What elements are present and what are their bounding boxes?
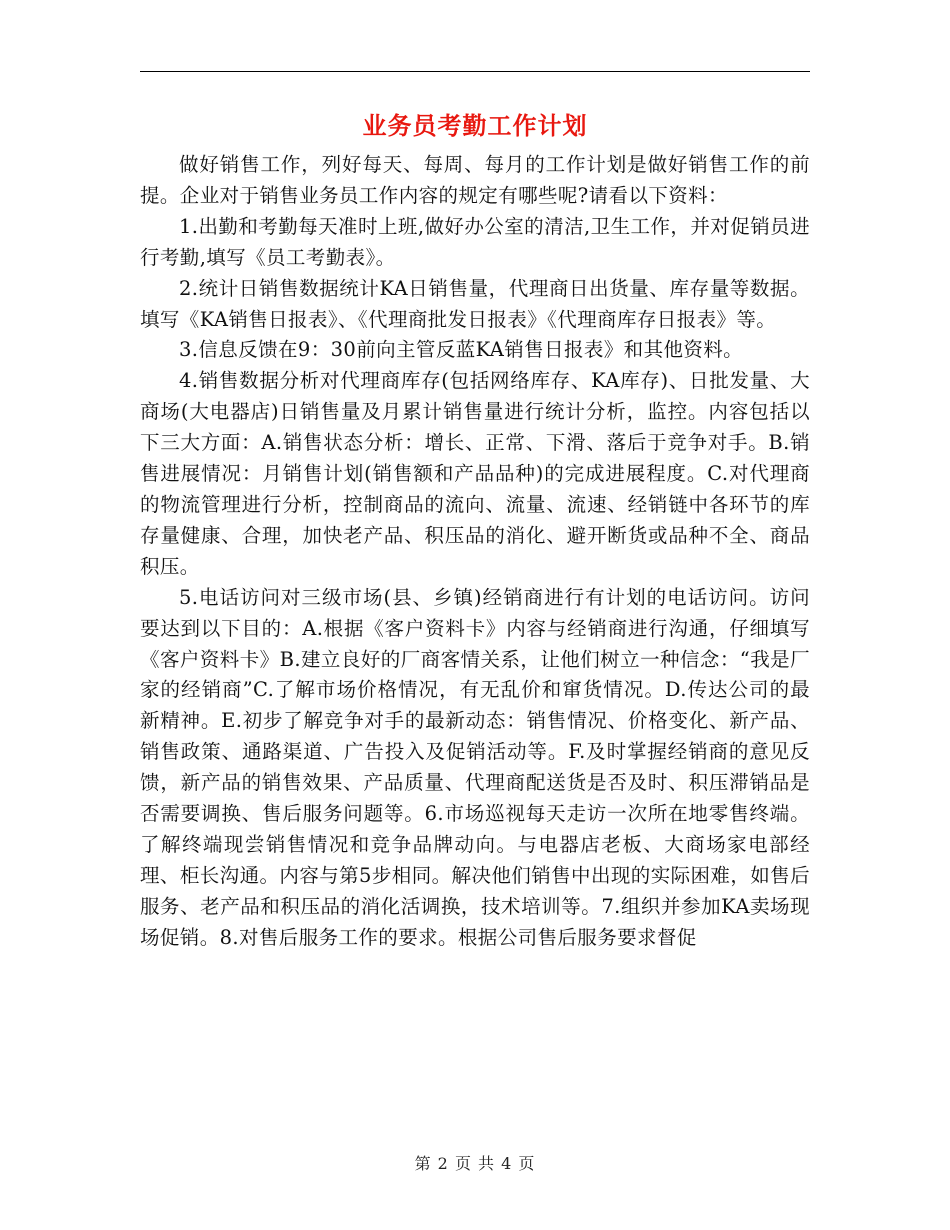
paragraph-item-5: 5.电话访问对三级市场(县、乡镇)经销商进行有计划的电话访问。访问要达到以下目的：A.根据《客户资料卡》内容与经销商进行沟通，仔细填写《客户资料卡》B.建立良好的厂商客情关系，让他们树立一种信念：“我是厂家的经销商”C.了解市场价格情况，有无乱价和窜货情况。D.传达公司的最新精神。E.初步了解竞争对手的最新动态：销售情况、价格变化、新产品、销售政策、通路渠道、广告投入及促销活动等。F.及时掌握经销商的意见反馈，新产品的销售效果、产品质量、代理商配送货是否及时、积压滞销品是否需要调换、售后服务问题等。6.市场巡视每天走访一次所在地零售终端。了解终端现尝销售情况和竞争品牌动向。与电器店老板、大商场家电部经理、柜长沟通。内容与第5步相同。解决他们销售中出现的实际困难，如售后服务、老产品和积压品的消化活调换，技术培训等。7.组织并参加KA卖场现场促销。8.对售后服务工作的要求。根据公司售后服务要求督促 <box>140 585 810 949</box>
paragraph-item-3: 3.信息反馈在9：30前向主管反蓝KA销售日报表》和其他资料。 <box>179 338 744 362</box>
document-body <box>140 150 810 954</box>
document-title: 业务员考勤工作计划 <box>362 111 588 140</box>
paragraph-item-2: 2.统计日销售数据统计KA日销售量，代理商日出货量、库存量等数据。填写《KA销售日报表》、《代理商批发日报表》《代理商库存日报表》等。 <box>140 276 810 331</box>
header-rule <box>140 71 810 72</box>
paragraph-item-4: 4.销售数据分析对代理商库存(包括网络库存、KA库存)、日批发量、大商场(大电器店)日销售量及月累计销售量进行统计分析，监控。内容包括以下三大方面：A.销售状态分析：增长、正常、下滑、落后于竞争对手。B.销售进展情况：月销售计划(销售额和产品品种)的完成进展程度。C.对代理商的物流管理进行分析，控制商品的流向、流量、流速、经销链中各环节的库存量健康、合理，加快老产品、积压品的消化、避开断货或品种不全、商品积压。 <box>140 369 810 578</box>
paragraph-intro: 做好销售工作，列好每天、每周、每月的工作计划是做好销售工作的前提。企业对于销售业务员工作内容的规定有哪些呢?请看以下资料： <box>140 153 810 207</box>
paragraph-item-1: 1.出勤和考勤每天准时上班,做好办公室的清洁,卫生工作，并对促销员进行考勤,填写《员工考勤表》。 <box>140 214 810 269</box>
page-number-footer: 第 2 页 共 4 页 <box>414 1154 536 1173</box>
